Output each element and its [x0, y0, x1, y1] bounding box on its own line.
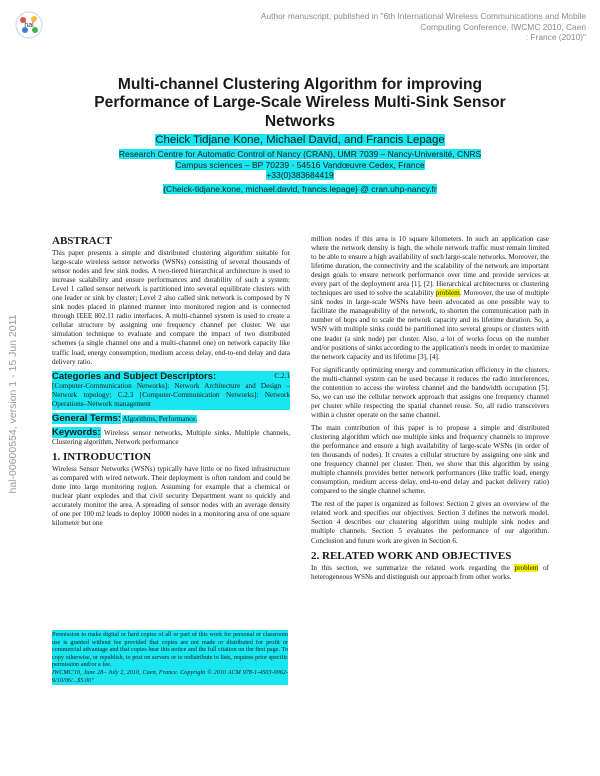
affiliation-line-1: Research Centre for Automatic Control of Nancy (CRAN), UMR 7039 – Nancy-Université, CNRS: [118, 149, 482, 159]
copyright-conference: IWCMC'10, June 28– July 2, 2010, Caen, France. Copyright © 2010 ACM 978-1-4503-0062-9/10/06/...$5.00": [52, 668, 288, 684]
left-column: [52, 235, 290, 532]
paragraph-contribution: The main contribution of this paper is to propose a simple and distributed clustering algorithm which use multiple sinks and frequency channels to improve the performance and ensure a high availability of large-scale WSNs (in order of ten thousands of nodes). It creates a cellular structure by assigning one sink and one frequency channel per cluster. Then, we show that this algorithm by using multiple channels provides better network performances (like traffic load, energy consumption, medium access delay, end-to-end delay and packet delivery ratio) compared to the single channel scheme.: [311, 423, 549, 496]
copyright-notice: [52, 630, 288, 685]
intro-continued-paragraph: [311, 235, 549, 362]
hal-logo-text: hal: [24, 22, 34, 29]
paper-title: [60, 76, 540, 131]
publication-notice: [250, 11, 586, 43]
copyright-permission: Permission to make digital or hard copies of all or part of this work for personal or classroom use is granted without fee provided that copies are not made or distributed for profit or commercial advantage and that copies bear this notice and the full citation on the first page. To copy otherwise, or republish, to post on servers or to redistribute to lists, requires prior specific permission and/or a fee.: [52, 631, 288, 669]
categories-code: C.2.1: [274, 371, 290, 380]
related-text-a: In this section, we summarize the related work regarding the: [311, 563, 510, 572]
introduction-text: Wireless Sensor Networks (WSNs) typically have little or no fixed infrastructure as compared with wired network. Their deployment is often random and could be done into large monitoring region. Assuming for example that a chemical or nuclear plant explodes and that civil security Department want to quickly and accurately monitor the area. A spreading of sensor nodes with an average density of one per 100 m2 leads to deploy 10000 nodes in a monitoring area of one square kilometer but one: [52, 464, 290, 528]
related-text-b: of heterogeneous WSNs and distinguish our approach from other works.: [311, 563, 549, 581]
categories-text: [Computer-Communication Networks]: Network Architecture and Design – Network topology; C.2.3 [Computer-Communication Networks]: Network Operations–Network management: [52, 381, 290, 408]
related-work-paragraph: [311, 564, 549, 582]
general-terms-text: Algorithms, Performance.: [122, 414, 198, 423]
affiliation-line-3: +33(0)383684419: [266, 170, 334, 181]
affiliation-line-2: Campus sciences – BP 70239 · 54516 Vandœuvre Cedex, France: [175, 159, 425, 170]
categories-heading: Categories and Subject Descriptors:: [52, 370, 217, 382]
abstract-text: This paper presents a simple and distributed clustering algorithm suitable for large-scale wireless sensor networks (WSNs) consisting of several thousands of sensor nodes and few sink nodes. A two-tiered hierarchical architecture is used to increase scalability and ensure performances and durability of such a system: Level 1 called sensor network is partitioned into several equilibrate clusters with one leader or sink by cluster; Level 2 also called sink network is composed by N sink nodes placed in planned manner into monitored region and is connected through IEEE 802.11 radio interfaces. A multi-channel system is used to create a cellular structure by assigning one frequency channel per cluster. We use simulation technique to evaluate and compare the impact of two distributed schemes (a single channel one and a multi-channel one) on network capacity like traffic load, energy consumption, medium access delay, end-to-end delay and data delivery ratio.: [52, 249, 290, 366]
keywords-text: Wireless sensor networks, Multiple sinks, Multiple channels, Clustering algorithm, Network performance: [52, 428, 290, 446]
title-line-2: Performance of Large-Scale Wireless Multi-Sink Sensor: [94, 94, 506, 112]
intro-continued-text-b: . Moreover, the use of multiple sink nodes in large-scale WSNs have been advocated as one possible way to facilitate the manageability of the network, to shorten the communication path in number of hops and to scale the network capacity and its lifetime duration. So, a WSN with multiple sinks could be partitioned into several groups or clusters with one leader (a sink node) per cluster. Also, a lot of works focus on the number and/or positions of sinks according to the application's needs in order to maximize the network capacity and its lifetime [3], [4].: [311, 289, 549, 361]
email-line: [60, 184, 540, 194]
paragraph-organization: The rest of the paper is organized as follows: Section 2 gives an overview of the related work and specifies our objectives. Section 3 defines the network model. Section 4 describes our clustering algorithm using multiple sink nodes and multiple channels. Section 5 evaluates the performance of our algorithm. Conclusion and future work are given in Section 6.: [311, 500, 549, 545]
general-terms-heading: General Terms:: [52, 412, 121, 424]
right-column: [311, 235, 549, 586]
notice-line-1: Author manuscript, published in "6th International Wireless Communications and Mobile Computing Conference, IWCMC 2010, Caen: [260, 11, 586, 32]
categories-block: [52, 371, 290, 410]
authors: [60, 134, 540, 147]
keywords: [52, 428, 290, 447]
email-address: {Cheick-tidjane.kone, michael.david, francis.lepage} @ cran.uhp-nancy.fr: [163, 184, 437, 194]
hal-identifier: hal-00600554, version 1 - 15 Jun 2011: [7, 314, 19, 494]
keywords-heading: Keywords:: [52, 426, 101, 438]
hal-logo-icon: [14, 10, 44, 40]
intro-continued-text-a: million nodes if this area is 10 square kilometers. In such an application case where the network density is high, the whole network traffic must remain limited to be able to ensure a high availability of such large-scale networks. Moreover, the lifetime duration, the connectivity and the scalability of the network are important design goals to ensure network performance over time and provide services at every part of the deployment area [1], [2]. Hierarchical architectures or clustering techniques are used to solve the scalability: [311, 235, 549, 298]
affiliation: [60, 149, 540, 181]
abstract-heading: ABSTRACT: [52, 235, 112, 247]
highlight-problem-1: problem: [435, 289, 460, 298]
title-line-1: Multi-channel Clustering Algorithm for improving: [117, 76, 483, 93]
introduction-heading: 1. INTRODUCTION: [52, 450, 152, 463]
paragraph-multichannel: For significantly optimizing energy and communication efficiency in the clusters, the multi-channel system can be used because it reduces the radio interferences, the contention to access the wireless channel and the bandwidth occupation [5]. So, we can use the cellular network approach that assigns one frequency channel per cluster while respecting the spatial channel reuse. So, all radio transceivers within a cluster operate on the same channel.: [311, 365, 549, 419]
notice-line-2: : France (2010)": [525, 32, 586, 42]
general-terms: [52, 414, 290, 424]
related-work-heading: 2. RELATED WORK AND OBJECTIVES: [311, 549, 512, 562]
title-line-3: Networks: [264, 112, 336, 130]
highlight-problem-2: problem: [514, 563, 539, 572]
author-names: Cheick Tidjane Kone, Michael David, and Francis Lepage: [155, 134, 445, 146]
